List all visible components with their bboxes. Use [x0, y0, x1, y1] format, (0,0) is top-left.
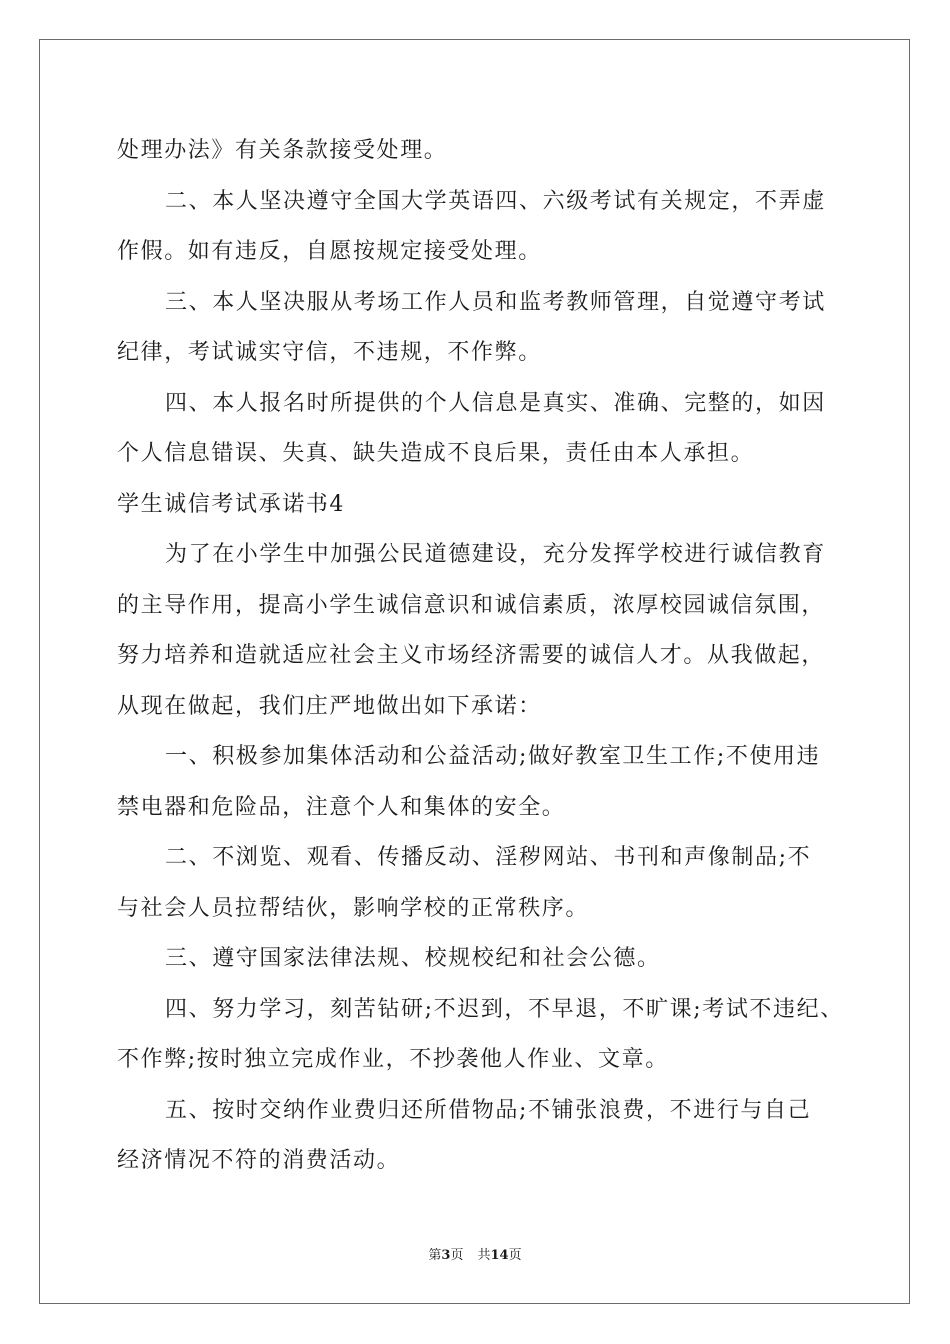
total-prefix: 共 — [477, 1248, 491, 1263]
document-body — [117, 126, 844, 1187]
paragraph-line: 经济情况不符的消费活动。 — [117, 1148, 401, 1173]
paragraph-line: 努力培养和造就适应社会主义市场经济需要的诚信人才。从我做起， — [117, 643, 826, 668]
paragraph-line: 四、努力学习，刻苦钻研;不迟到，不早退，不旷课;考试不违纪、 — [165, 996, 844, 1022]
paragraph-line: 纪律，考试诚实守信，不违规，不作弊。 — [117, 340, 542, 365]
paragraph-line: 三、本人坚决服从考场工作人员和监考教师管理，自觉遵守考试 — [165, 289, 826, 315]
page-number: 3 — [441, 1248, 451, 1263]
paragraph-line: 四、本人报名时所提供的个人信息是真实、准确、完整的，如因 — [165, 390, 826, 416]
paragraph-line: 不作弊;按时独立完成作业，不抄袭他人作业、文章。 — [117, 1047, 669, 1072]
paragraph-line: 为了在小学生中加强公民道德建设，充分发挥学校进行诚信教育 — [165, 542, 826, 567]
paragraph-line: 处理办法》有关条款接受处理。 — [117, 138, 448, 163]
paragraph-line: 的主导作用，提高小学生诚信意识和诚信素质，浓厚校园诚信氛围， — [117, 592, 826, 618]
paragraph-line: 禁电器和危险品，注意个人和集体的安全。 — [117, 794, 566, 820]
section-heading: 学生诚信考试承诺书4 — [117, 491, 345, 517]
paragraph-line: 二、本人坚决遵守全国大学英语四、六级考试有关规定，不弄虚 — [165, 188, 826, 214]
total-pages: 14 — [490, 1248, 509, 1263]
paragraph-line: 五、按时交纳作业费归还所借物品;不铺张浪费，不进行与自己 — [165, 1097, 812, 1123]
paragraph-line: 与社会人员拉帮结伙，影响学校的正常秩序。 — [117, 895, 590, 921]
paragraph-line: 三、遵守国家法律法规、校规校纪和社会公德。 — [165, 946, 661, 971]
paragraph-line: 一、积极参加集体活动和公益活动;做好教室卫生工作;不使用违 — [165, 744, 821, 769]
paragraph-line: 个人信息错误、失真、缺失造成不良后果，责任由本人承担。 — [117, 441, 755, 466]
paragraph-line: 作假。如有违反，自愿按规定接受处理。 — [117, 239, 542, 264]
paragraph-line: 二、不浏览、观看、传播反动、淫秽网站、书刊和声像制品;不 — [165, 845, 812, 870]
page-suffix: 页 — [450, 1248, 464, 1263]
total-suffix: 页 — [508, 1248, 522, 1263]
paragraph-line: 从现在做起，我们庄严地做出如下承诺： — [117, 693, 542, 719]
page-prefix: 第 — [428, 1248, 442, 1263]
page-footer — [0, 1246, 950, 1266]
